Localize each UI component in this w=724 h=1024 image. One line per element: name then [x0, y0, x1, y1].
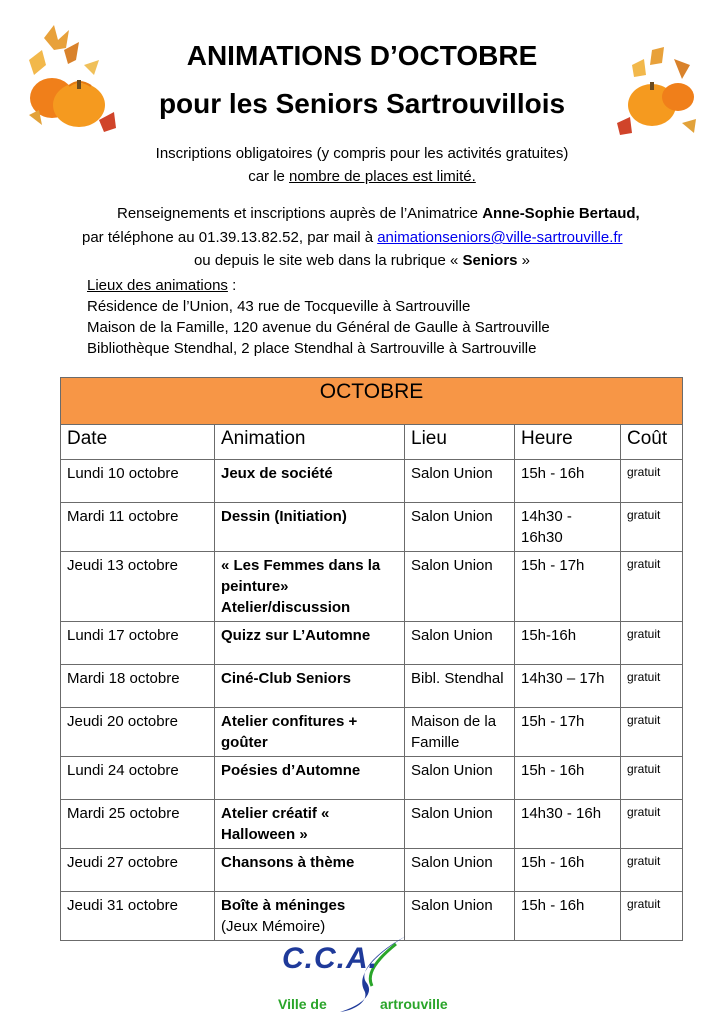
cell-animation: [215, 503, 405, 552]
cell-cout-text: gratuit: [627, 897, 661, 911]
location-item: Résidence de l’Union, 43 rue de Tocqueville à Sartrouville: [87, 298, 471, 315]
cell-date: [61, 622, 215, 665]
cell-heure-text: 15h - 16h: [521, 465, 585, 482]
cell-cout: [621, 757, 683, 800]
cell-heure: [515, 892, 621, 941]
cell-date: [61, 849, 215, 892]
table-row: [61, 622, 683, 665]
cell-animation: [215, 849, 405, 892]
cell-date: [61, 503, 215, 552]
cell-date-text: Jeudi 20 octobre: [67, 713, 178, 730]
column-header-row: [61, 425, 683, 460]
cell-heure-text: 15h - 17h: [521, 557, 585, 574]
cell-date-text: Jeudi 13 octobre: [67, 557, 178, 574]
cell-date: [61, 800, 215, 849]
cell-lieu: [405, 757, 515, 800]
cell-date: [61, 460, 215, 503]
cell-lieu: [405, 622, 515, 665]
cell-animation: [215, 665, 405, 708]
column-header-lieu: Lieu: [405, 425, 515, 460]
cell-date-text: Lundi 17 octobre: [67, 627, 179, 644]
cell-heure-text: 14h30 - 16h: [521, 805, 602, 822]
cell-cout: [621, 665, 683, 708]
cell-cout: [621, 892, 683, 941]
cell-lieu-text: Maison de la Famille: [411, 713, 497, 751]
table-row: [61, 800, 683, 849]
location-item: Bibliothèque Stendhal, 2 place Stendhal à Sartrouville à Sartrouville: [87, 340, 537, 357]
table-row: [61, 849, 683, 892]
cell-lieu-text: Salon Union: [411, 627, 493, 644]
events-table: [60, 377, 683, 941]
cell-animation-text: Quizz sur L’Automne: [221, 627, 371, 644]
logo-subtitle-left: Ville de: [278, 996, 327, 1012]
cell-lieu-text: Salon Union: [411, 762, 493, 779]
cell-cout: [621, 552, 683, 622]
cell-animation: [215, 460, 405, 503]
cell-heure-text: 15h - 16h: [521, 762, 585, 779]
locations-heading-colon: :: [227, 277, 237, 294]
cell-lieu: [405, 552, 515, 622]
cell-date-text: Jeudi 31 octobre: [67, 897, 178, 914]
animator-name: Anne-Sophie Bertaud,: [482, 205, 640, 222]
cell-heure: [515, 460, 621, 503]
cell-lieu: [405, 849, 515, 892]
table-row: [61, 665, 683, 708]
cell-cout: [621, 622, 683, 665]
cell-animation-text: « Les Femmes dans la peinture» Atelier/discussion: [221, 557, 381, 616]
cell-animation-text: Boîte à méninges: [221, 897, 346, 914]
cell-heure: [515, 665, 621, 708]
cell-lieu-text: Salon Union: [411, 465, 493, 482]
table-row: [61, 552, 683, 622]
cell-animation-text: Atelier confitures + goûter: [221, 713, 358, 751]
cell-lieu-text: Salon Union: [411, 897, 493, 914]
cell-cout-text: gratuit: [627, 557, 661, 571]
cell-animation-text: Poésies d’Automne: [221, 762, 361, 779]
location-item: Maison de la Famille, 120 avenue du Général de Gaulle à Sartrouville: [87, 319, 550, 336]
cell-heure: [515, 622, 621, 665]
logo-subtitle-right: artrouville: [380, 996, 448, 1012]
cell-lieu-text: Bibl. Stendhal: [411, 670, 504, 687]
cell-heure-text: 14h30 - 16h30: [521, 508, 572, 546]
cell-lieu: [405, 503, 515, 552]
cell-heure: [515, 849, 621, 892]
cell-heure: [515, 552, 621, 622]
cell-cout: [621, 503, 683, 552]
notice-line-1: Inscriptions obligatoires (y compris pour les activités gratuites): [155, 145, 569, 162]
cell-date-text: Lundi 10 octobre: [67, 465, 179, 482]
month-header-row: [61, 378, 683, 425]
cell-date-text: Mardi 18 octobre: [67, 670, 180, 687]
cell-date: [61, 757, 215, 800]
column-header-animation: Animation: [215, 425, 405, 460]
contact-line-2: [82, 228, 623, 248]
cell-animation: [215, 622, 405, 665]
cell-heure-text: 15h-16h: [521, 627, 577, 644]
notice-prefix: car le: [248, 168, 290, 185]
cell-heure-text: 15h - 17h: [521, 713, 585, 730]
website-section: Seniors: [462, 252, 518, 269]
cell-heure: [515, 800, 621, 849]
cell-cout-text: gratuit: [627, 805, 661, 819]
cell-cout: [621, 708, 683, 757]
cell-cout: [621, 849, 683, 892]
cell-heure: [515, 708, 621, 757]
cell-lieu-text: Salon Union: [411, 805, 493, 822]
cell-animation: [215, 757, 405, 800]
locations-heading: [87, 276, 236, 296]
cell-animation: [215, 552, 405, 622]
logo-title: C.C.A.: [282, 942, 378, 975]
cell-heure-text: 14h30 – 17h: [521, 670, 605, 687]
email-link[interactable]: animationseniors@ville-sartrouville.fr: [377, 229, 623, 246]
cell-heure-text: 15h - 16h: [521, 897, 585, 914]
table-row: [61, 503, 683, 552]
cell-date-text: Mardi 11 octobre: [67, 508, 179, 525]
cell-heure-text: 15h - 16h: [521, 854, 585, 871]
cell-cout-text: gratuit: [627, 465, 661, 479]
website-suffix: »: [517, 252, 531, 269]
cell-date-text: Jeudi 27 octobre: [67, 854, 178, 871]
cell-animation: [215, 800, 405, 849]
cell-heure: [515, 757, 621, 800]
cell-lieu-text: Salon Union: [411, 854, 493, 871]
cell-cout-text: gratuit: [627, 762, 661, 776]
website-prefix: ou depuis le site web dans la rubrique «: [193, 252, 463, 269]
cell-animation: [215, 708, 405, 757]
cell-cout-text: gratuit: [627, 854, 661, 868]
page-subtitle: pour les Seniors Sartrouvillois: [158, 88, 566, 119]
cell-animation-text: Dessin (Initiation): [221, 508, 347, 525]
contact-line-3: [0, 251, 724, 271]
cell-animation-subtitle: (Jeux Mémoire): [221, 918, 326, 935]
cell-animation-text: Ciné-Club Seniors: [221, 670, 352, 687]
cell-cout-text: gratuit: [627, 508, 661, 522]
locations-heading-text: Lieux des animations: [87, 277, 228, 294]
notice-underlined: nombre de places est limité.: [289, 168, 476, 185]
column-header-heure: Heure: [515, 425, 621, 460]
cell-cout-text: gratuit: [627, 627, 661, 641]
cell-heure: [515, 503, 621, 552]
column-header-cout: Coût: [621, 425, 683, 460]
cell-date-text: Mardi 25 octobre: [67, 805, 180, 822]
column-header-date: Date: [61, 425, 215, 460]
cell-cout: [621, 460, 683, 503]
page-title: ANIMATIONS D’OCTOBRE: [186, 40, 538, 71]
cell-animation-text: Chansons à thème: [221, 854, 355, 871]
notice-line-2: [0, 167, 724, 187]
contact-line-1: [117, 204, 640, 224]
cell-cout: [621, 800, 683, 849]
cell-lieu: [405, 460, 515, 503]
contact-prefix: Renseignements et inscriptions auprès de l’Animatrice: [117, 205, 483, 222]
cell-lieu: [405, 800, 515, 849]
cell-cout-text: gratuit: [627, 670, 661, 684]
cell-date-text: Lundi 24 octobre: [67, 762, 179, 779]
cell-lieu-text: Salon Union: [411, 557, 493, 574]
phone-text: par téléphone au 01.39.13.82.52, par mail à: [82, 229, 378, 246]
cell-date: [61, 665, 215, 708]
table-row: [61, 460, 683, 503]
cell-lieu: [405, 708, 515, 757]
cell-date: [61, 892, 215, 941]
cell-date: [61, 552, 215, 622]
cell-cout-text: gratuit: [627, 713, 661, 727]
cell-date: [61, 708, 215, 757]
table-row: [61, 708, 683, 757]
cell-animation-text: Jeux de société: [221, 465, 333, 482]
cell-lieu: [405, 665, 515, 708]
month-title: OCTOBRE: [61, 378, 683, 425]
cca-logo: [268, 932, 468, 1017]
cell-lieu-text: Salon Union: [411, 508, 493, 525]
cell-animation-text: Atelier créatif « Halloween »: [221, 805, 330, 843]
table-row: [61, 757, 683, 800]
